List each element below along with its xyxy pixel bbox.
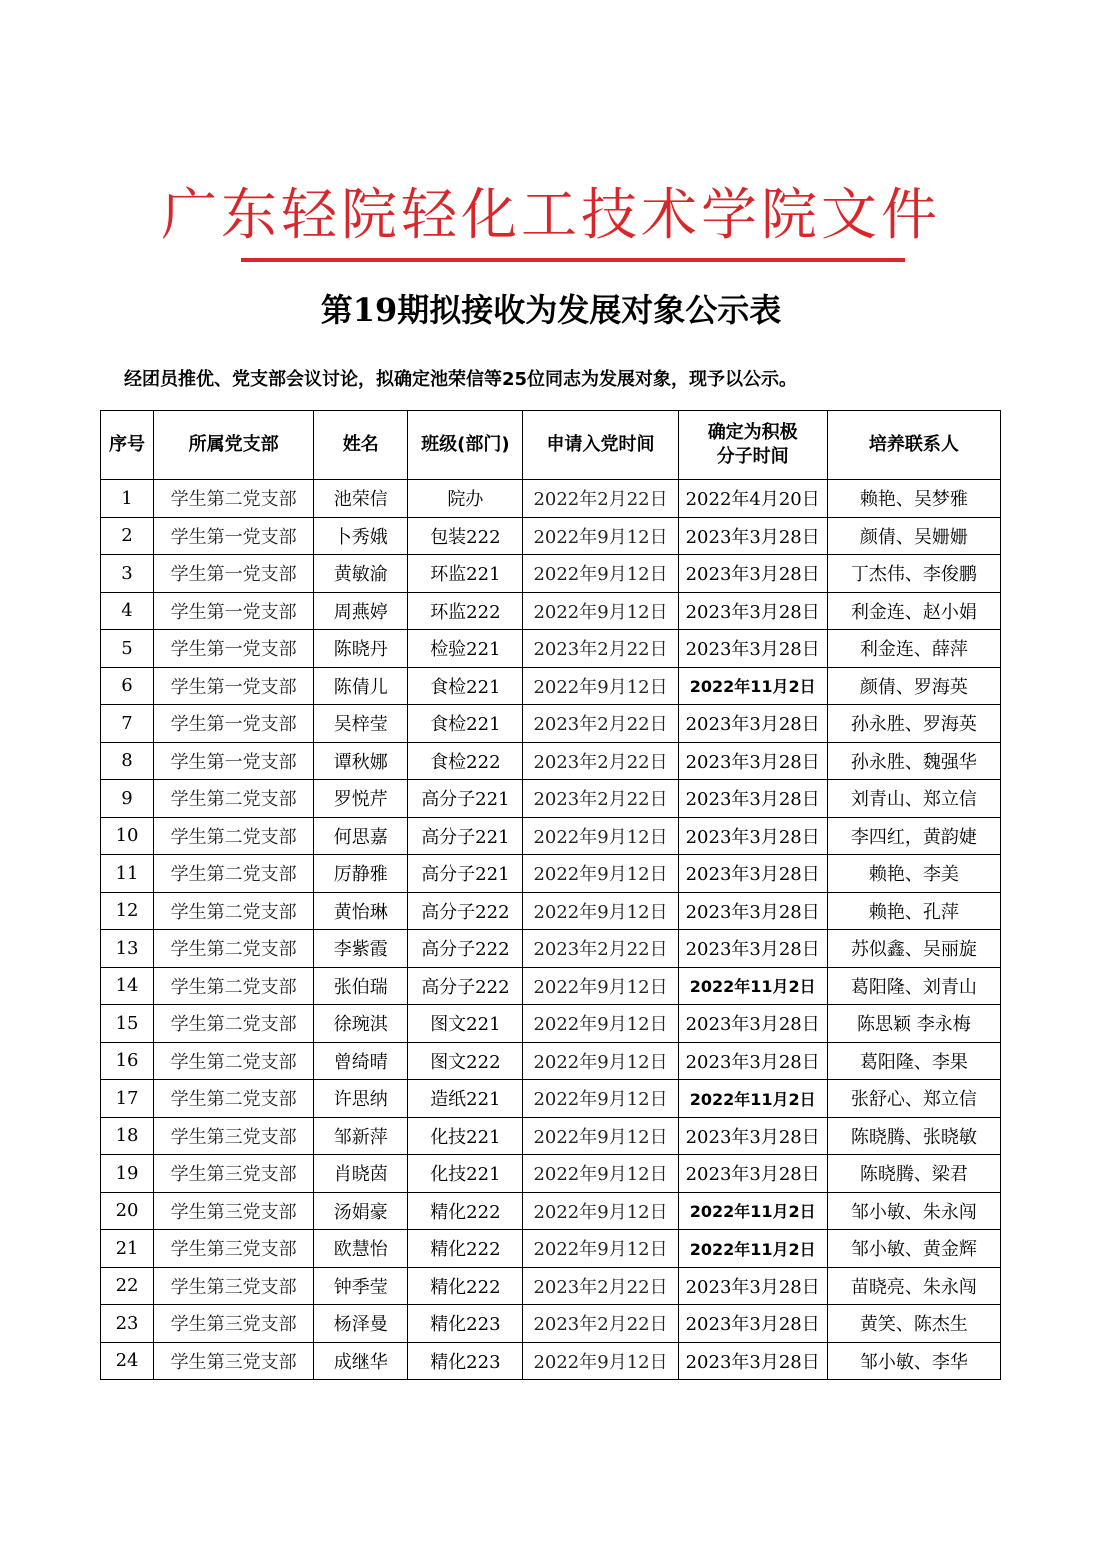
cell-apply-date: 2022年9月12日 xyxy=(523,1342,678,1380)
header-class: 班级(部门) xyxy=(408,411,523,480)
cell-contact: 赖艳、李美 xyxy=(827,855,1000,893)
cell-activist-date: 2022年11月2日 xyxy=(678,1192,827,1230)
cell-contact: 李四红，黄韵婕 xyxy=(827,817,1000,855)
cell-no: 19 xyxy=(101,1155,154,1193)
cell-class: 造纸221 xyxy=(408,1080,523,1118)
cell-branch: 学生第三党支部 xyxy=(154,1192,314,1230)
cell-contact: 陈思颖 李永梅 xyxy=(827,1005,1000,1043)
header-branch: 所属党支部 xyxy=(154,411,314,480)
cell-branch: 学生第一党支部 xyxy=(154,517,314,555)
cell-activist-date: 2023年3月28日 xyxy=(678,930,827,968)
cell-contact: 孙永胜、罗海英 xyxy=(827,705,1000,743)
cell-branch: 学生第三党支部 xyxy=(154,1117,314,1155)
candidate-table xyxy=(100,410,1001,1380)
cell-no: 15 xyxy=(101,1005,154,1043)
cell-no: 22 xyxy=(101,1267,154,1305)
table-row xyxy=(101,1342,1001,1380)
cell-contact: 颜倩、吴姗姗 xyxy=(827,517,1000,555)
cell-no: 1 xyxy=(101,480,154,518)
cell-class: 食检221 xyxy=(408,705,523,743)
cell-activist-date: 2023年3月28日 xyxy=(678,1117,827,1155)
table-row xyxy=(101,1117,1001,1155)
cell-class: 高分子222 xyxy=(408,930,523,968)
cell-name: 周燕婷 xyxy=(314,592,408,630)
table-header-row xyxy=(101,411,1001,480)
cell-name: 徐琬淇 xyxy=(314,1005,408,1043)
intro-paragraph: 经团员推优、党支部会议讨论，拟确定池荣信等25位同志为发展对象，现予以公示。 xyxy=(124,369,798,390)
header-name: 姓名 xyxy=(314,411,408,480)
cell-apply-date: 2022年9月12日 xyxy=(523,892,678,930)
cell-name: 陈倩儿 xyxy=(314,667,408,705)
cell-branch: 学生第一党支部 xyxy=(154,630,314,668)
table-row xyxy=(101,892,1001,930)
cell-no: 12 xyxy=(101,892,154,930)
cell-name: 曾绮晴 xyxy=(314,1042,408,1080)
cell-no: 10 xyxy=(101,817,154,855)
cell-apply-date: 2022年9月12日 xyxy=(523,1080,678,1118)
table-row xyxy=(101,817,1001,855)
cell-name: 卜秀娥 xyxy=(314,517,408,555)
letterhead-divider xyxy=(241,258,905,262)
cell-contact: 利金连、赵小娟 xyxy=(827,592,1000,630)
table-row xyxy=(101,967,1001,1005)
cell-apply-date: 2022年9月12日 xyxy=(523,817,678,855)
cell-apply-date: 2022年9月12日 xyxy=(523,555,678,593)
cell-contact: 葛阳隆、刘青山 xyxy=(827,967,1000,1005)
cell-activist-date: 2023年3月28日 xyxy=(678,1042,827,1080)
cell-no: 18 xyxy=(101,1117,154,1155)
cell-name: 邹新萍 xyxy=(314,1117,408,1155)
cell-branch: 学生第二党支部 xyxy=(154,1080,314,1118)
cell-name: 张伯瑞 xyxy=(314,967,408,1005)
cell-class: 高分子221 xyxy=(408,817,523,855)
cell-class: 高分子221 xyxy=(408,855,523,893)
cell-branch: 学生第一党支部 xyxy=(154,667,314,705)
cell-no: 14 xyxy=(101,967,154,1005)
cell-branch: 学生第一党支部 xyxy=(154,592,314,630)
cell-no: 24 xyxy=(101,1342,154,1380)
cell-name: 何思嘉 xyxy=(314,817,408,855)
cell-branch: 学生第三党支部 xyxy=(154,1342,314,1380)
cell-branch: 学生第二党支部 xyxy=(154,967,314,1005)
cell-apply-date: 2023年2月22日 xyxy=(523,630,678,668)
cell-name: 李紫霞 xyxy=(314,930,408,968)
cell-activist-date: 2023年3月28日 xyxy=(678,1155,827,1193)
cell-branch: 学生第三党支部 xyxy=(154,1305,314,1343)
cell-apply-date: 2022年9月12日 xyxy=(523,667,678,705)
cell-name: 黄怡琳 xyxy=(314,892,408,930)
cell-class: 检验221 xyxy=(408,630,523,668)
cell-activist-date: 2022年11月2日 xyxy=(678,1230,827,1268)
cell-apply-date: 2023年2月22日 xyxy=(523,1305,678,1343)
cell-contact: 陈晓腾、张晓敏 xyxy=(827,1117,1000,1155)
cell-name: 汤娟豪 xyxy=(314,1192,408,1230)
cell-no: 16 xyxy=(101,1042,154,1080)
cell-branch: 学生第二党支部 xyxy=(154,817,314,855)
cell-apply-date: 2022年9月12日 xyxy=(523,855,678,893)
table-row xyxy=(101,517,1001,555)
table-row xyxy=(101,480,1001,518)
table-row xyxy=(101,1042,1001,1080)
cell-activist-date: 2023年3月28日 xyxy=(678,1305,827,1343)
cell-apply-date: 2023年2月22日 xyxy=(523,742,678,780)
cell-contact: 邹小敏、黄金辉 xyxy=(827,1230,1000,1268)
cell-no: 5 xyxy=(101,630,154,668)
table-row xyxy=(101,1005,1001,1043)
cell-activist-date: 2023年3月28日 xyxy=(678,592,827,630)
cell-contact: 孙永胜、魏强华 xyxy=(827,742,1000,780)
cell-activist-date: 2022年11月2日 xyxy=(678,1080,827,1118)
table-row xyxy=(101,667,1001,705)
cell-no: 7 xyxy=(101,705,154,743)
cell-activist-date: 2022年11月2日 xyxy=(678,967,827,1005)
cell-class: 精化222 xyxy=(408,1230,523,1268)
cell-name: 钟季莹 xyxy=(314,1267,408,1305)
cell-activist-date: 2023年3月28日 xyxy=(678,1342,827,1380)
table-row xyxy=(101,742,1001,780)
cell-contact: 苗晓亮、朱永闯 xyxy=(827,1267,1000,1305)
cell-apply-date: 2023年2月22日 xyxy=(523,930,678,968)
cell-apply-date: 2022年9月12日 xyxy=(523,1005,678,1043)
cell-apply-date: 2022年9月12日 xyxy=(523,1192,678,1230)
cell-branch: 学生第二党支部 xyxy=(154,480,314,518)
cell-class: 精化223 xyxy=(408,1305,523,1343)
table-row xyxy=(101,1267,1001,1305)
cell-contact: 赖艳、吴梦雅 xyxy=(827,480,1000,518)
cell-no: 23 xyxy=(101,1305,154,1343)
cell-class: 食检221 xyxy=(408,667,523,705)
cell-no: 11 xyxy=(101,855,154,893)
cell-name: 杨泽曼 xyxy=(314,1305,408,1343)
cell-class: 化技221 xyxy=(408,1155,523,1193)
cell-no: 8 xyxy=(101,742,154,780)
table-row xyxy=(101,855,1001,893)
cell-class: 精化223 xyxy=(408,1342,523,1380)
cell-name: 罗悦芹 xyxy=(314,780,408,818)
cell-activist-date: 2022年4月20日 xyxy=(678,480,827,518)
cell-no: 21 xyxy=(101,1230,154,1268)
cell-branch: 学生第三党支部 xyxy=(154,1155,314,1193)
cell-contact: 陈晓腾、梁君 xyxy=(827,1155,1000,1193)
cell-branch: 学生第一党支部 xyxy=(154,555,314,593)
cell-apply-date: 2022年2月22日 xyxy=(523,480,678,518)
cell-apply-date: 2023年2月22日 xyxy=(523,1267,678,1305)
cell-name: 成继华 xyxy=(314,1342,408,1380)
table-row xyxy=(101,930,1001,968)
table-row xyxy=(101,1192,1001,1230)
cell-class: 环监221 xyxy=(408,555,523,593)
cell-activist-date: 2023年3月28日 xyxy=(678,892,827,930)
cell-activist-date: 2023年3月28日 xyxy=(678,555,827,593)
cell-name: 陈晓丹 xyxy=(314,630,408,668)
cell-activist-date: 2023年3月28日 xyxy=(678,1005,827,1043)
cell-name: 许思纳 xyxy=(314,1080,408,1118)
cell-activist-date: 2022年11月2日 xyxy=(678,667,827,705)
cell-contact: 黄笑、陈杰生 xyxy=(827,1305,1000,1343)
header-no: 序号 xyxy=(101,411,154,480)
cell-activist-date: 2023年3月28日 xyxy=(678,630,827,668)
cell-name: 池荣信 xyxy=(314,480,408,518)
cell-activist-date: 2023年3月28日 xyxy=(678,855,827,893)
table-row xyxy=(101,630,1001,668)
cell-branch: 学生第二党支部 xyxy=(154,855,314,893)
cell-name: 厉静雅 xyxy=(314,855,408,893)
cell-class: 化技221 xyxy=(408,1117,523,1155)
table-row xyxy=(101,780,1001,818)
cell-name: 肖晓茵 xyxy=(314,1155,408,1193)
cell-branch: 学生第三党支部 xyxy=(154,1230,314,1268)
cell-contact: 刘青山、郑立信 xyxy=(827,780,1000,818)
cell-branch: 学生第一党支部 xyxy=(154,742,314,780)
header-activist-date: 确定为积极分子时间 xyxy=(678,411,827,480)
cell-name: 吴梓莹 xyxy=(314,705,408,743)
cell-activist-date: 2023年3月28日 xyxy=(678,1267,827,1305)
cell-no: 13 xyxy=(101,930,154,968)
cell-apply-date: 2023年2月22日 xyxy=(523,705,678,743)
cell-activist-date: 2023年3月28日 xyxy=(678,780,827,818)
cell-contact: 赖艳、孔萍 xyxy=(827,892,1000,930)
cell-class: 食检222 xyxy=(408,742,523,780)
cell-no: 17 xyxy=(101,1080,154,1118)
header-apply-date: 申请入党时间 xyxy=(523,411,678,480)
cell-apply-date: 2022年9月12日 xyxy=(523,517,678,555)
cell-no: 3 xyxy=(101,555,154,593)
cell-no: 20 xyxy=(101,1192,154,1230)
cell-no: 2 xyxy=(101,517,154,555)
cell-branch: 学生第三党支部 xyxy=(154,1267,314,1305)
cell-no: 6 xyxy=(101,667,154,705)
cell-name: 黄敏渝 xyxy=(314,555,408,593)
table-row xyxy=(101,592,1001,630)
cell-apply-date: 2022年9月12日 xyxy=(523,1230,678,1268)
cell-contact: 邹小敏、李华 xyxy=(827,1342,1000,1380)
cell-branch: 学生第一党支部 xyxy=(154,705,314,743)
cell-branch: 学生第二党支部 xyxy=(154,1042,314,1080)
cell-class: 环监222 xyxy=(408,592,523,630)
cell-activist-date: 2023年3月28日 xyxy=(678,817,827,855)
table-row xyxy=(101,1305,1001,1343)
cell-branch: 学生第二党支部 xyxy=(154,892,314,930)
cell-contact: 颜倩、罗海英 xyxy=(827,667,1000,705)
table-row xyxy=(101,555,1001,593)
cell-activist-date: 2023年3月28日 xyxy=(678,517,827,555)
cell-apply-date: 2022年9月12日 xyxy=(523,1042,678,1080)
cell-no: 4 xyxy=(101,592,154,630)
cell-no: 9 xyxy=(101,780,154,818)
table-row xyxy=(101,1230,1001,1268)
table-row xyxy=(101,705,1001,743)
cell-apply-date: 2022年9月12日 xyxy=(523,1117,678,1155)
cell-class: 院办 xyxy=(408,480,523,518)
cell-branch: 学生第二党支部 xyxy=(154,1005,314,1043)
cell-class: 高分子222 xyxy=(408,892,523,930)
cell-apply-date: 2023年2月22日 xyxy=(523,780,678,818)
cell-class: 精化222 xyxy=(408,1267,523,1305)
cell-class: 包装222 xyxy=(408,517,523,555)
cell-class: 高分子222 xyxy=(408,967,523,1005)
cell-name: 谭秋娜 xyxy=(314,742,408,780)
cell-activist-date: 2023年3月28日 xyxy=(678,742,827,780)
cell-contact: 葛阳隆、李果 xyxy=(827,1042,1000,1080)
cell-contact: 丁杰伟、李俊鹏 xyxy=(827,555,1000,593)
letterhead-title: 广东轻院轻化工技术学院文件 xyxy=(161,183,941,248)
cell-contact: 苏似鑫、吴丽旋 xyxy=(827,930,1000,968)
header-contact: 培养联系人 xyxy=(827,411,1000,480)
cell-class: 精化222 xyxy=(408,1192,523,1230)
cell-contact: 利金连、薛萍 xyxy=(827,630,1000,668)
cell-name: 欧慧怡 xyxy=(314,1230,408,1268)
table-row xyxy=(101,1155,1001,1193)
cell-class: 图文222 xyxy=(408,1042,523,1080)
table-row xyxy=(101,1080,1001,1118)
cell-apply-date: 2022年9月12日 xyxy=(523,1155,678,1193)
cell-branch: 学生第二党支部 xyxy=(154,930,314,968)
cell-contact: 张舒心、郑立信 xyxy=(827,1080,1000,1118)
cell-class: 图文221 xyxy=(408,1005,523,1043)
table-body xyxy=(101,480,1001,1380)
cell-activist-date: 2023年3月28日 xyxy=(678,705,827,743)
cell-apply-date: 2022年9月12日 xyxy=(523,967,678,1005)
cell-class: 高分子221 xyxy=(408,780,523,818)
cell-contact: 邹小敏、朱永闯 xyxy=(827,1192,1000,1230)
document-title: 第19期拟接收为发展对象公示表 xyxy=(320,291,782,329)
cell-apply-date: 2022年9月12日 xyxy=(523,592,678,630)
cell-branch: 学生第二党支部 xyxy=(154,780,314,818)
